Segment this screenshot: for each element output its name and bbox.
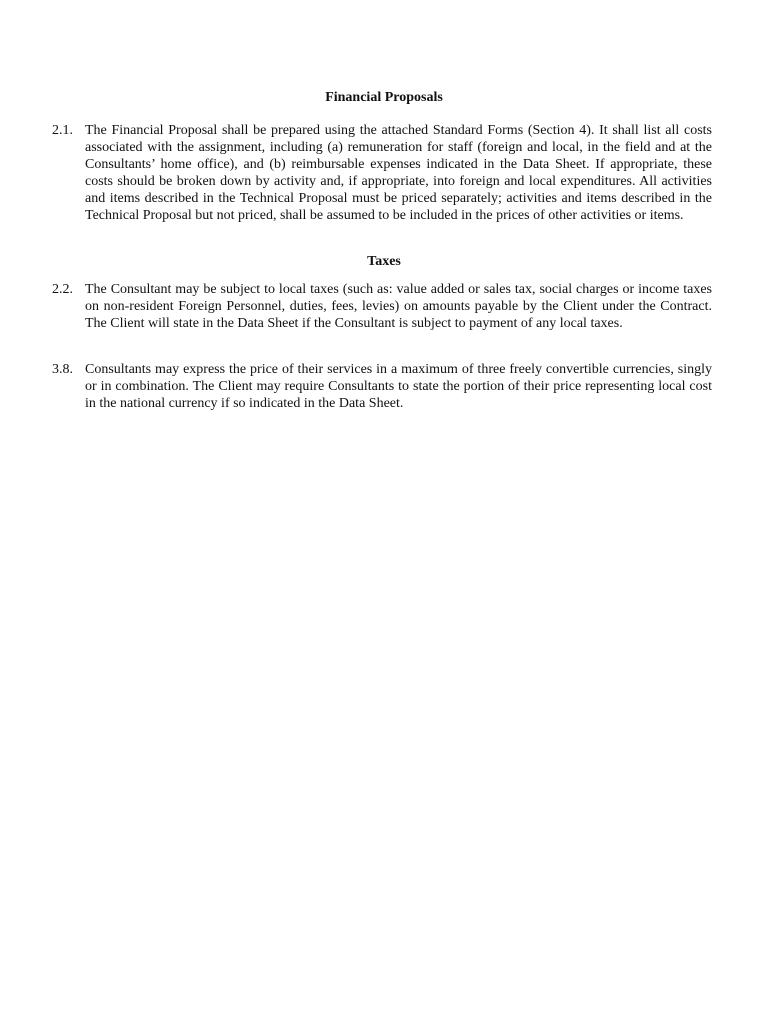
clause-text: The Financial Proposal shall be prepared using the attached Standard Forms (Section 4). It shall list all costs associated with the assignment, including (a) remuneration for staff (foreign and local, in the field and at the Consultants’ home office), and (b) reimbursable expenses indicated in the Data Sheet. If appropriate, these costs should be broken down by activity and, if appropriate, into foreign and local expenditures. All activities and items described in the Technical Proposal must be priced separately; activities and items described in the Technical Proposal but not priced, shall be assumed to be included in the prices of other activities or items. bbox=[85, 123, 712, 223]
clause-2-1 bbox=[52, 122, 712, 224]
clause-3-8 bbox=[52, 361, 712, 412]
clause-text: The Consultant may be subject to local taxes (such as: value added or sales tax, social charges or income taxes on non-resident Foreign Personnel, duties, fees, levies) on amounts payable by the Client under the Contract. The Client will state in the Data Sheet if the Consultant is subject to payment of any local taxes. bbox=[85, 282, 712, 331]
heading-taxes: Taxes bbox=[367, 254, 401, 269]
clause-number: 3.8. bbox=[52, 362, 73, 377]
clause-number: 2.1. bbox=[52, 123, 73, 138]
clause-number: 2.2. bbox=[52, 282, 73, 297]
clause-2-2 bbox=[52, 281, 712, 332]
clause-text: Consultants may express the price of their services in a maximum of three freely convertible currencies, singly or in combination. The Client may require Consultants to state the portion of their price representing local cost in the national currency if so indicated in the Data Sheet. bbox=[85, 362, 712, 411]
heading-financial-proposals: Financial Proposals bbox=[325, 90, 443, 105]
